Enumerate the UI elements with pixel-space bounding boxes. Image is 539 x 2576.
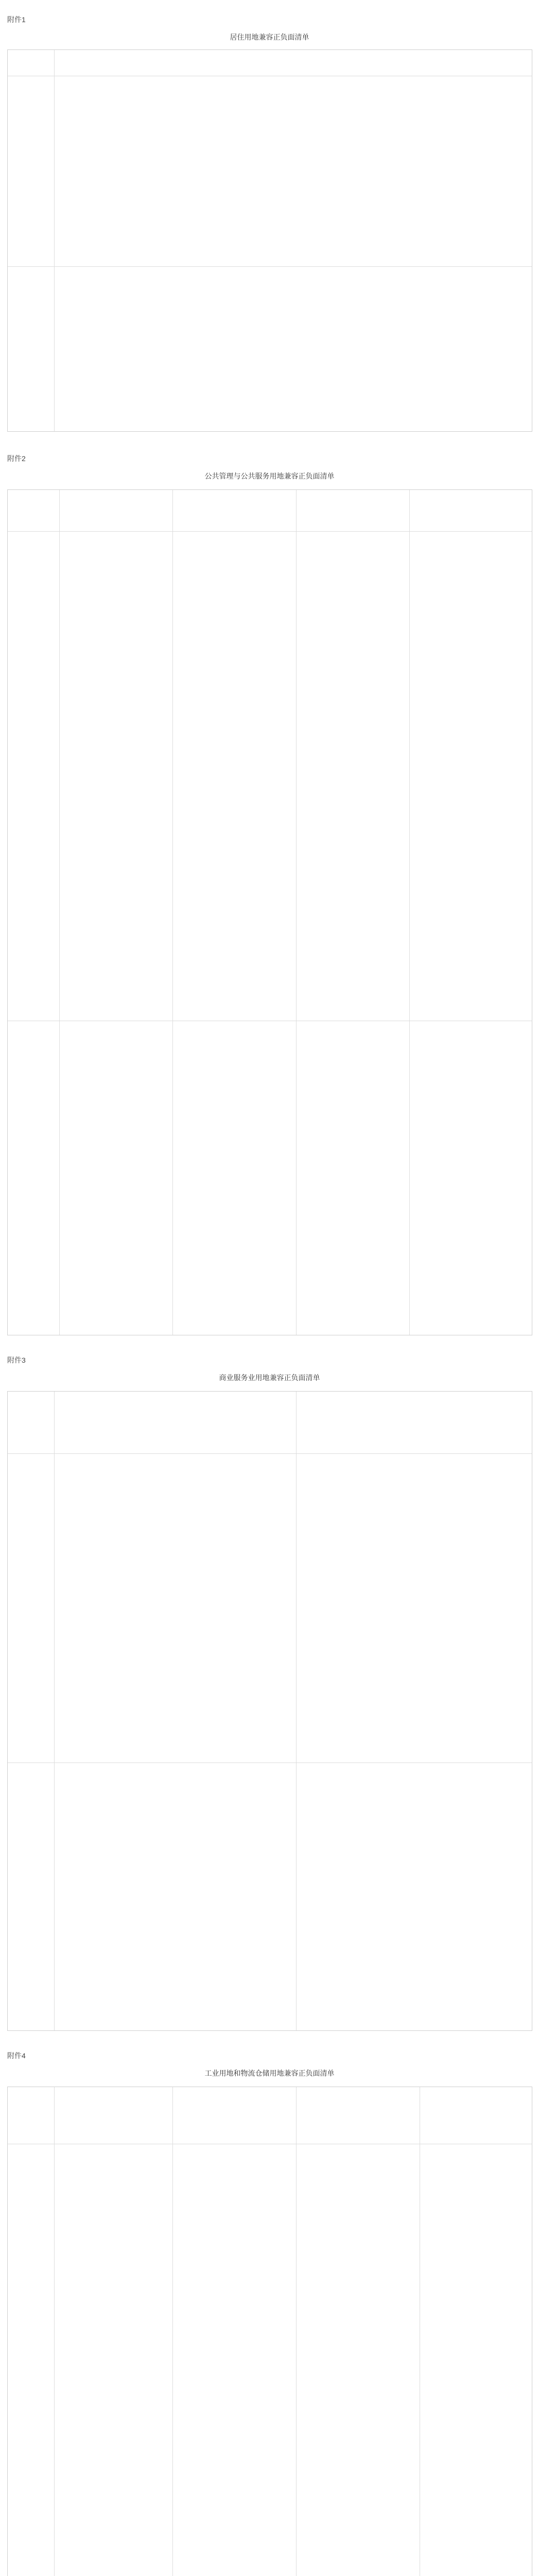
table-1 bbox=[7, 49, 532, 432]
annex-label-3: 附件3 bbox=[7, 1356, 26, 1364]
annex-label-2: 附件2 bbox=[7, 454, 26, 463]
table-2 bbox=[7, 489, 532, 1335]
table-title-4: 工业用地和物流仓储用地兼容正负面清单 bbox=[204, 2069, 335, 2077]
annex-label-1: 附件1 bbox=[7, 15, 26, 24]
annex-label-4: 附件4 bbox=[7, 2052, 26, 2060]
table-3 bbox=[7, 1391, 532, 2031]
table-title-2: 公共管理与公共服务用地兼容正负面清单 bbox=[204, 472, 335, 480]
table-title-1: 居住用地兼容正负面清单 bbox=[230, 33, 309, 41]
table-4 bbox=[7, 2087, 532, 2576]
table-title-3: 商业服务业用地兼容正负面清单 bbox=[219, 1374, 320, 1382]
